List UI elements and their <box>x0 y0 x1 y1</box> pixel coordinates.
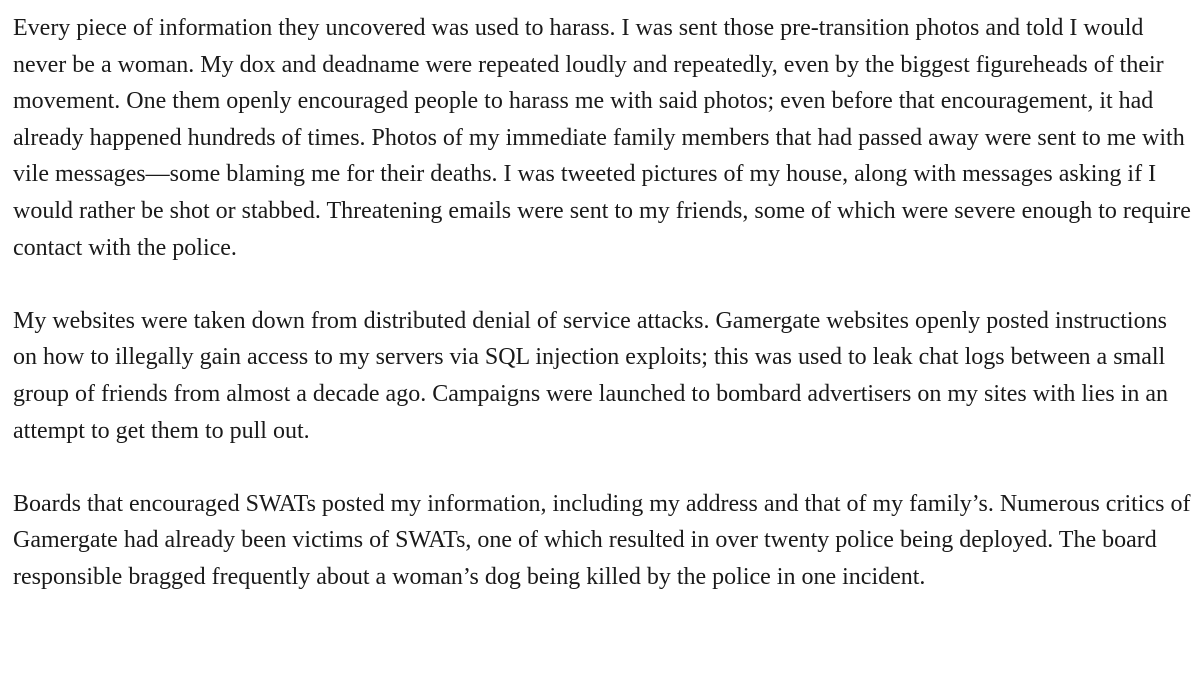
paragraph-website-attacks: My websites were taken down from distributed denial of service attacks. Gamergate websites openly posted instructions on how to illegally gain access to my servers via SQL injection exploits; this was used to leak chat logs between a small group of friends from almost a decade ago. Campaigns were launched to bombard advertisers on my sites with lies in an attempt to get them to pull out. <box>13 307 1169 444</box>
article-body <box>13 10 1193 596</box>
paragraph-swatting: Boards that encouraged SWATs posted my information, including my address and that of my family’s. Numerous critics of Gamergate had already been victims of SWATs, one of which resulted in over twenty police being deployed. The board responsible bragged frequently about a woman’s dog being killed by the police in one incident. <box>13 490 1191 590</box>
paragraph-harassment: Every piece of information they uncovered was used to harass. I was sent those pre-transition photos and told I would never be a woman. My dox and deadname were repeated loudly and repeatedly, even by the biggest figureheads of their movement. One them openly encouraged people to harass me with said photos; even before that encouragement, it had already happened hundreds of times. Photos of my immediate family members that had passed away were sent to me with vile messages—some blaming me for their deaths. I was tweeted pictures of my house, along with messages asking if I would rather be shot or stabbed. Threatening emails were sent to my friends, some of which were severe enough to require contact with the police. <box>13 15 1191 261</box>
